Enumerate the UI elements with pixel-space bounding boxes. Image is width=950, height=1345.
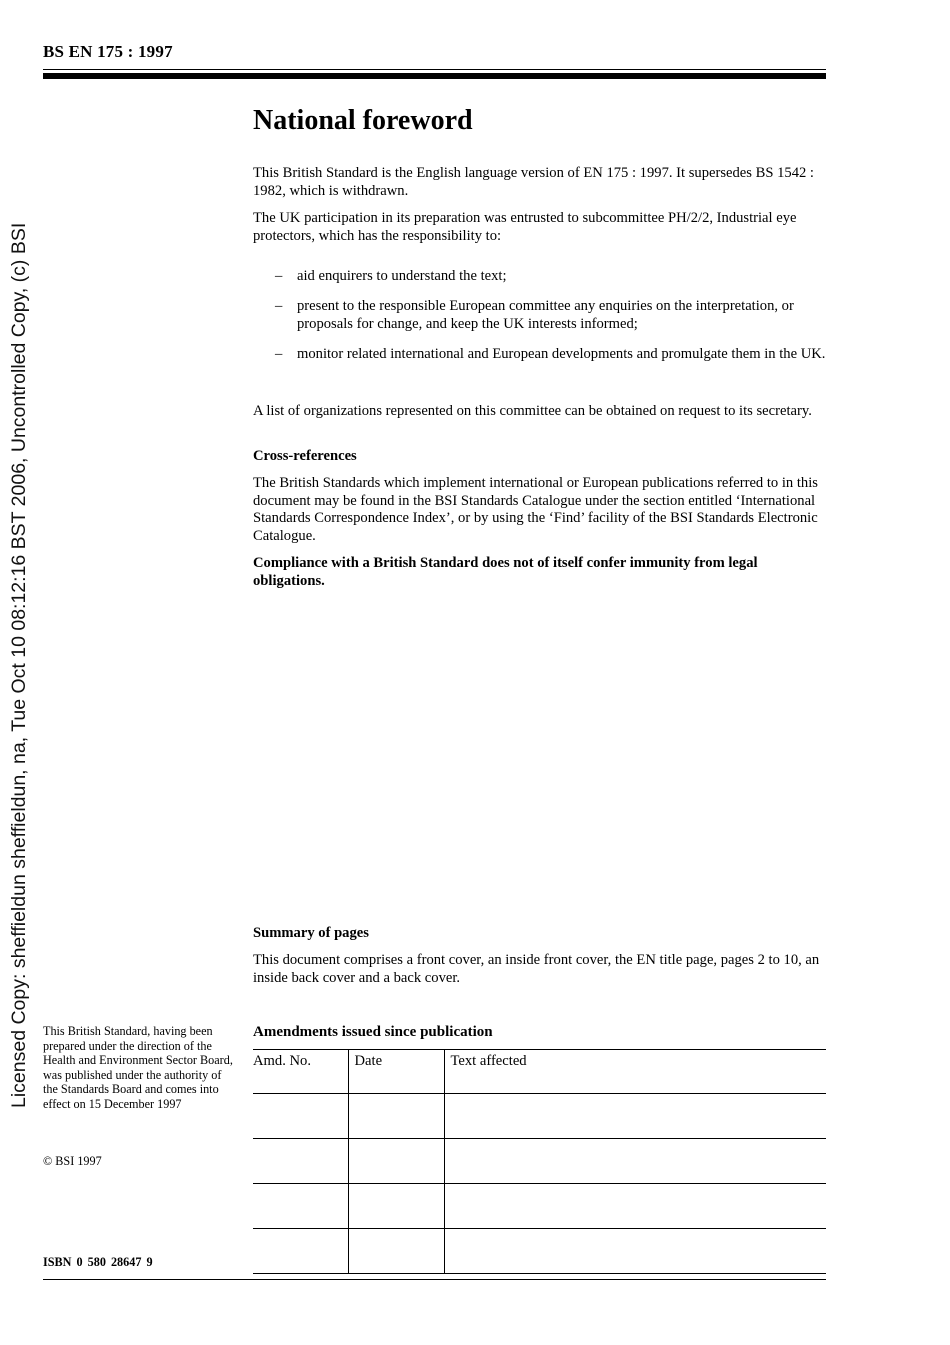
- amendments-heading: Amendments issued since publication: [253, 1024, 493, 1040]
- list-item: [253, 267, 828, 285]
- bullet-dash: –: [275, 268, 283, 284]
- table-cell: [444, 1139, 826, 1184]
- copyright: © BSI 1997: [43, 1154, 102, 1168]
- table-cell: [444, 1094, 826, 1139]
- list-item: [253, 345, 828, 363]
- table-cell: [348, 1184, 444, 1229]
- table-cell: [253, 1184, 348, 1229]
- list-item: [253, 297, 828, 333]
- table-header-row: [253, 1050, 826, 1094]
- table-row: [253, 1184, 826, 1229]
- foreword-paragraph-2: The UK participation in its preparation was entrusted to subcommittee PH/2/2, Industrial eye protectors, which has the responsibility to:: [253, 210, 797, 244]
- isbn: ISBN 0 580 28647 9: [43, 1255, 153, 1269]
- page-title: National foreword: [253, 105, 473, 136]
- license-watermark: Licensed Copy: sheffieldun sheffieldun, na, Tue Oct 10 08:12:16 BST 2006, Uncontrolled Copy, (c) BSI: [8, 222, 30, 1108]
- document-code: BS EN 175 : 1997: [43, 42, 173, 61]
- table-cell: [444, 1229, 826, 1274]
- header-rule-thick: [43, 73, 826, 79]
- compliance-statement: Compliance with a British Standard does not of itself confer immunity from legal obligations.: [253, 555, 758, 589]
- header-rule-thin: [43, 69, 826, 70]
- table-cell: [348, 1229, 444, 1274]
- list-item-text: present to the responsible European committee any enquiries on the interpretation, or proposals for change, and keep the UK interests informed;: [297, 298, 794, 332]
- list-item-text: aid enquirers to understand the text;: [297, 268, 507, 284]
- table-cell: [253, 1094, 348, 1139]
- table-cell: [348, 1094, 444, 1139]
- table-cell: [444, 1184, 826, 1229]
- table-row: [253, 1229, 826, 1274]
- summary-heading: Summary of pages: [253, 925, 369, 941]
- summary-text: This document comprises a front cover, an inside front cover, the EN title page, pages 2 to 10, an inside back cover and a back cover.: [253, 952, 820, 986]
- column-header-date: Date: [348, 1050, 444, 1094]
- foreword-paragraph-3: A list of organizations represented on this committee can be obtained on request to its secretary.: [253, 403, 812, 419]
- table-cell: [348, 1139, 444, 1184]
- amendments-table: [253, 1049, 826, 1274]
- table-cell: [253, 1139, 348, 1184]
- table-cell: [253, 1229, 348, 1274]
- column-header-text-affected: Text affected: [444, 1050, 826, 1094]
- column-header-amd-no: Amd. No.: [253, 1050, 348, 1094]
- crossref-heading: Cross-references: [253, 448, 357, 464]
- publication-note: This British Standard, having been prepared under the direction of the Health and Environment Sector Board, was published under the authority of the Standards Board and comes into effect on 15 December 1997: [43, 1024, 233, 1111]
- foreword-paragraph-1: This British Standard is the English language version of EN 175 : 1997. It supersedes BS 1542 : 1982, which is withdrawn.: [253, 165, 814, 199]
- table-row: [253, 1139, 826, 1184]
- footer-rule: [43, 1279, 826, 1280]
- bullet-dash: –: [275, 346, 283, 362]
- list-item-text: monitor related international and European developments and promulgate them in the UK.: [297, 346, 826, 362]
- crossref-text: The British Standards which implement international or European publications referred to in this document may be found in the BSI Standards Catalogue under the section entitled ‘International Standards Correspondence Index’, or by using the ‘Find’ facility of the BSI Standards Electronic Catalogue.: [253, 475, 818, 544]
- bullet-dash: –: [275, 298, 283, 314]
- responsibility-list: [253, 267, 828, 375]
- table-row: [253, 1094, 826, 1139]
